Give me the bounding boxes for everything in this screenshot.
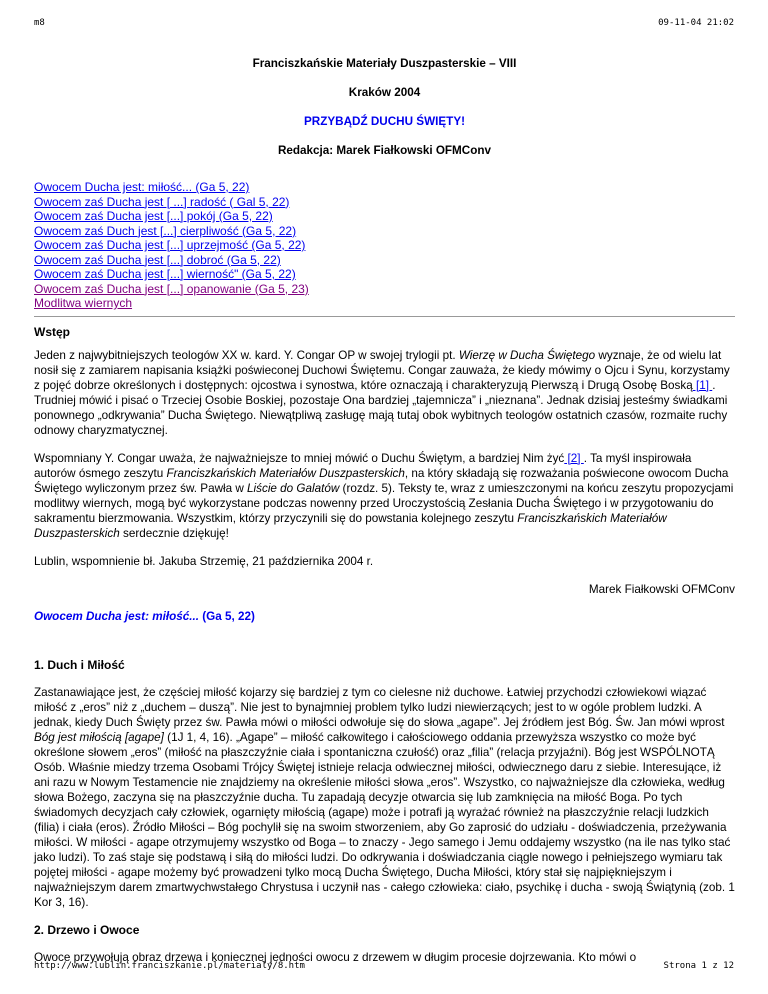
header-datetime: 09-11-04 21:02 xyxy=(658,18,734,28)
toc-link[interactable]: Owocem Ducha jest: miłość... (Ga 5, 22) xyxy=(34,180,250,194)
toc-link[interactable]: Modlitwa wiernych xyxy=(34,296,133,310)
toc-link[interactable]: Owocem zaś Ducha jest [...] opanowanie (Ga 5, 23) xyxy=(34,281,309,296)
editor: Redakcja: Marek Fiałkowski OFMConv xyxy=(277,144,492,157)
intro-paragraph: Jeden z najwybitniejszych teologów XX w. kard. Y. Congar OP w swojej trylogii pt. Wierzę w Ducha Świętego wyznaje, że od wielu lat nosił się z zamiarem napisania książki poświeconej Duchowi Świętemu. Congar zauważa, że kiedy mówimy o Ojcu i Synu, korzystamy z pojęć dobrze określonych i dostępnych: ojcostwa i synostwa, które oznaczają i charakteryzują Pierwszą i Drugą Osobę Boską [1] . Trudniej mówić i pisać o Trzeciej Osobie Boskiej, pozostaje Ona bardziej „tajemnicza” i „nieznana”. Jednak dzisiaj jesteśmy świadkami ponownego „odkrywania” Ducha Świętego. Niewątpliwą zasługę mają tutaj obok wybitnych teologów ostatnich czasów, rozmaite ruchy odnowy charyzmatycznej. xyxy=(34,348,730,437)
footer-page-number: Strona 1 z 12 xyxy=(663,961,734,971)
signature: Marek Fiałkowski OFMConv xyxy=(588,582,735,596)
print-footer xyxy=(34,961,734,971)
footnote-link[interactable]: [2] xyxy=(564,451,584,465)
section-paragraph: Zastanawiające jest, że częściej miłość kojarzy się bardziej z tym co cielesne niż duchowe. Łatwiej przychodzi człowiekowi wiązać miłość z „eros” niż z „duchem – duszą”. Nie jest to bynajmniej problem tylko ludzi niewierzących; jest to w ogóle problem ludzki. A jednak, kiedy Duch Święty przez św. Pawła mówi o miłości odwołuje się do słowa „agape”. Jej źródłem jest Bóg. Św. Jan mówi wprost Bóg jest miłością [agape] (1J 1, 4, 16). „Agape” – miłość całkowitego i całościowego oddania przewyższa wszystko co może być określone słowem „eros” (miłość na płaszczyźnie ciała i spontaniczna czułość) oraz „filia” (relacja przyjaźni). Bóg jest WSPÓLNOTĄ Osób. Właśnie miedzy trzema Osobami Trójcy Świętej istnieje relacja odwiecznej miłości, odwiecznego daru z siebie. Interesujące, iż ani razu w Nowym Testamencie nie znajdziemy na określenie miłości słowa „eros”. Wszystko, co najważniejsze dla człowieka, według słowa Bożego, zaczyna się na płaszczyźnie ducha. Tu zapadają decyzje otwarcia się lub zamknięcia na miłość Boga. Po tych świadomych decyzjach cały człowiek, ogarnięty miłością (agape) może i potrafi ją wyrażać również na płaszczyźnie relacji ludzkich (filia) i ciała (eros). Źródło Miłości – Bóg pochylił się na swoim stworzeniem, aby Go zaprosić do udziału - doświadczenia, przeżywania miłości. W miłości - agape otrzymujemy wszystko od Boga – to znaczy - Jego samego i Jemu oddajemy wszystko (na ile nas tylko stać jako ludzi). To zaś staje się podstawą i siłą do miłości ludzi. Do odkrywania i doświadczania ciągle nowego i pełniejszego wymiaru tak pojętej miłości - agape możemy być prowadzeni tylko mocą Ducha Świętego, Ducha Miłości, który stał się najpiękniejszym i najważniejszym darem zmartwychwstałego Chrystusa i uczynił nas - całego człowieka: ciało, psychikę i ducha - swoją Świątynią (zob. 1 Kor 3, 16). xyxy=(34,685,735,909)
toc-link[interactable]: Owocem zaś Ducha jest [...] uprzejmość (Ga 5, 22) xyxy=(34,238,306,252)
section-title: Owocem Ducha jest: miłość... (Ga 5, 22) xyxy=(34,609,255,623)
intro-date-line: Lublin, wspomnienie bł. Jakuba Strzemię, 21 października 2004 r. xyxy=(34,554,374,568)
toc-link[interactable]: Owocem zaś Ducha jest [ ...] radość ( Gal 5, 22) xyxy=(34,194,290,209)
footer-url: http://www.lublin.franciszkanie.pl/materialy/8.htm xyxy=(34,961,305,971)
document-body xyxy=(34,56,735,978)
toc-link[interactable]: Owocem zaś Ducha jest [...] dobroć (Ga 5, 22) xyxy=(34,252,281,267)
series-title: Franciszkańskie Materiały Duszpasterskie – VIII xyxy=(252,57,517,70)
header-page-name: m8 xyxy=(34,18,45,28)
intro-heading: Wstęp xyxy=(34,324,70,339)
toc-link[interactable]: Owocem zaś Ducha jest [...] pokój (Ga 5, 22) xyxy=(34,209,273,223)
footnote-link[interactable]: [1] xyxy=(692,378,713,392)
intro-paragraph: Wspomniany Y. Congar uważa, że najważniejsze to mniej mówić o Duchu Świętym, a bardziej Nim żyć [2] . Ta myśl inspirowała autorów ósmego zeszytu Franciszkańskich Materiałów Duszpasterskich, na który składają się rozważania poświecone owocom Ducha Świętego wyliczonym przez św. Pawła w Liście do Galatów (rozdz. 5). Teksty te, wraz z umieszczonymi na końcu zeszytu propozycjami modlitwy wiernych, mogą być wykorzystane podczas nowenny przed Uroczystością Zesłania Ducha Świętego i w przygotowaniu do sakramentu bierzmowania. Wszystkim, którzy przyczynili się do powstania kolejnego zeszytu Franciszkańskich Materiałów Duszpasterskich serdecznie dziękuję! xyxy=(34,451,734,540)
divider xyxy=(34,316,735,317)
table-of-contents xyxy=(34,180,735,311)
toc-link[interactable]: Owocem zaś Duch jest [...] cierpliwość (Ga 5, 22) xyxy=(34,223,297,238)
section-heading: 2. Drzewo i Owoce xyxy=(34,922,140,937)
section-heading: 1. Duch i Miłość xyxy=(34,657,125,672)
section-paragraph: Owoce przywołują obraz drzewa i koniecznej jedności owocu z drzewem w długim procesie dojrzewania. Kto mówi o xyxy=(34,950,637,964)
place-year: Kraków 2004 xyxy=(348,86,421,99)
print-header xyxy=(34,18,734,28)
subtitle: PRZYBĄDŹ DUCHU ŚWIĘTY! xyxy=(303,115,466,128)
toc-link[interactable]: Owocem zaś Ducha jest [...] wierność" (Ga 5, 22) xyxy=(34,267,296,281)
